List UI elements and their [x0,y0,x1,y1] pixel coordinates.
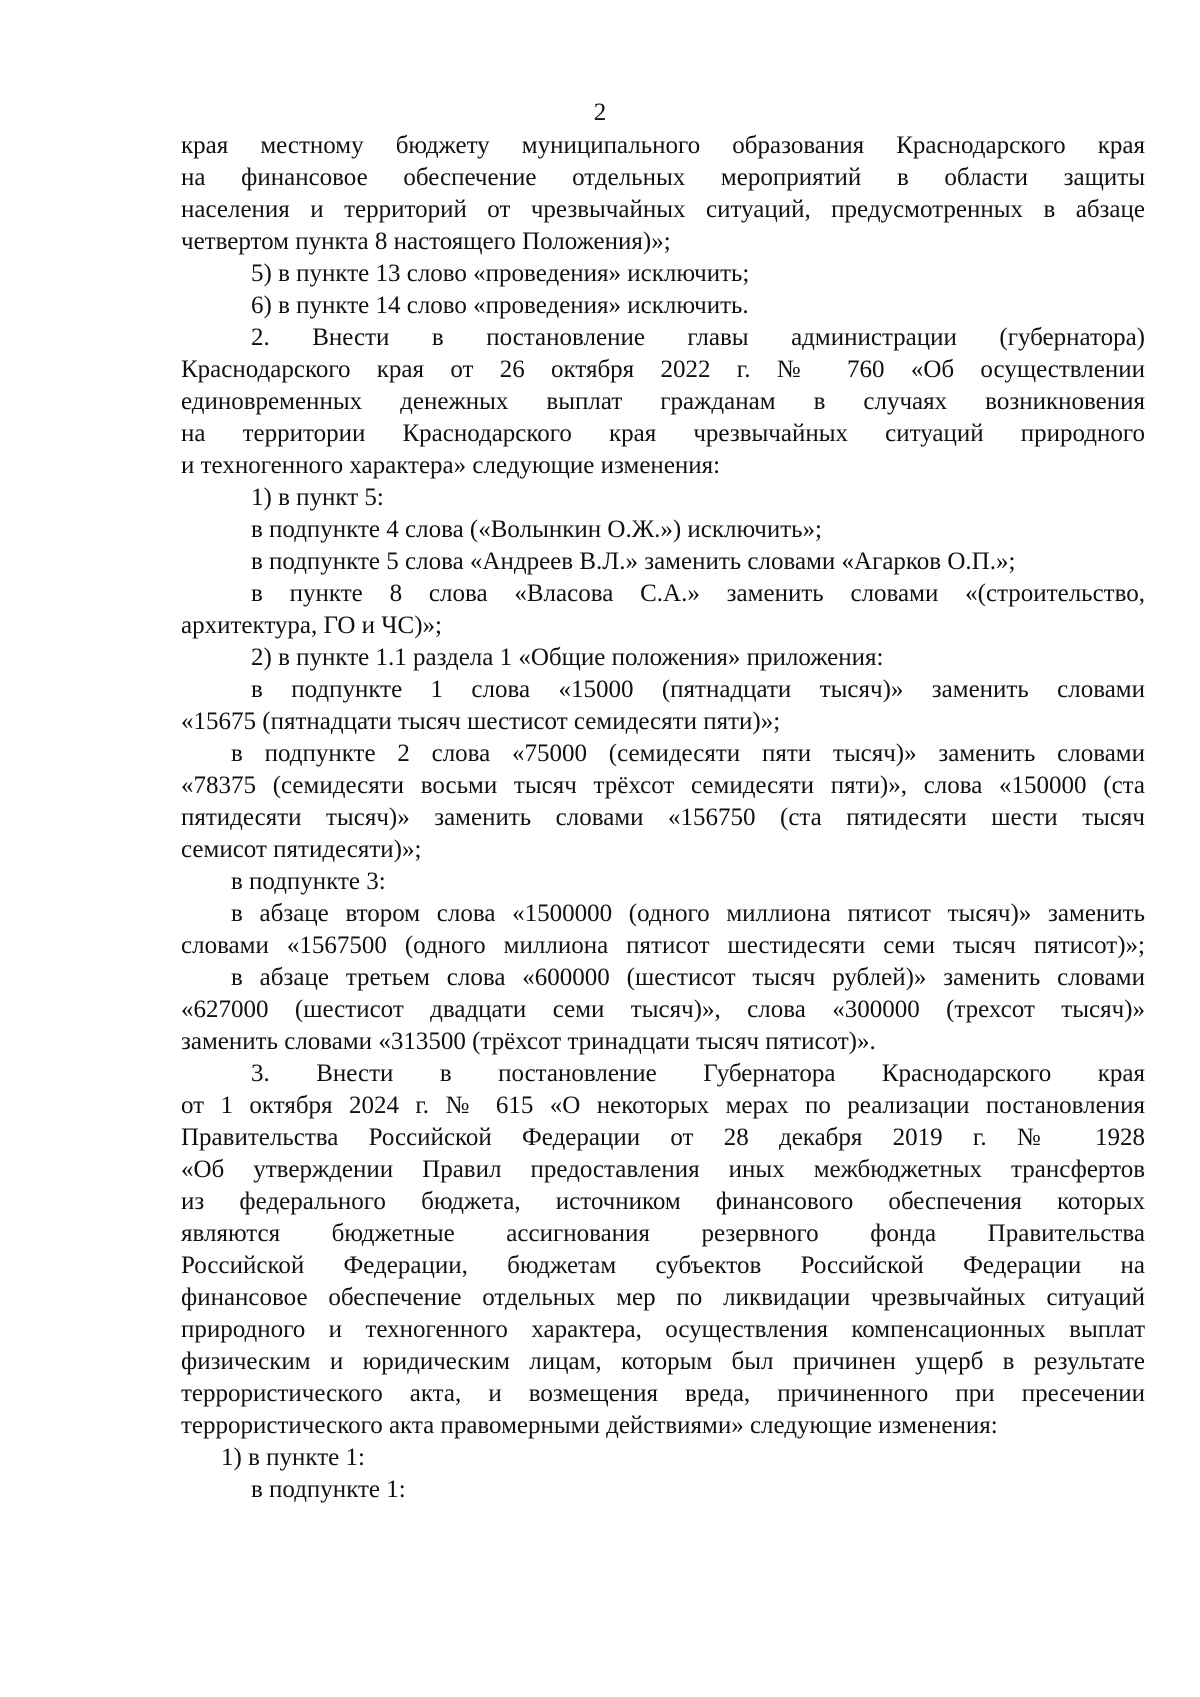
text-line: финансовое обеспечение отдельных мер по ликвидации чрезвычайных ситуаций [181,1284,1145,1311]
text-line: «627000 (шестисот двадцати семи тысяч)», слова «300000 (трехсот тысяч)» [181,996,1145,1023]
text-line: единовременных денежных выплат гражданам в случаях возникновения [181,388,1145,415]
text-line: «Об утверждении Правил предоставления иных межбюджетных трансфертов [181,1156,1145,1183]
text-line: Российской Федерации, бюджетам субъектов Российской Федерации на [181,1252,1145,1279]
text-line: четвертом пункта 8 настоящего Положения)»; [181,228,671,255]
text-line: семисот пятидесяти)»; [181,836,422,863]
text-line: физическим и юридическим лицам, которым был причинен ущерб в результате [181,1348,1145,1375]
text-line: на финансовое обеспечение отдельных мероприятий в области защиты [181,164,1145,191]
text-line: 5) в пункте 13 слово «проведения» исключить; [251,260,750,287]
text-line: населения и территорий от чрезвычайных ситуаций, предусмотренных в абзаце [181,196,1145,223]
text-line: «78375 (семидесяти восьми тысяч трёхсот семидесяти пяти)», слова «150000 (ста [181,772,1145,799]
text-line: 2. Внести в постановление главы администрации (губернатора) [251,324,1145,351]
text-line: заменить словами «313500 (трёхсот тринадцати тысяч пятисот)». [181,1028,876,1055]
text-line: словами «1567500 (одного миллиона пятисот шестидесяти семи тысяч пятисот)»; [181,932,1145,959]
text-line: 3. Внести в постановление Губернатора Краснодарского края [251,1060,1145,1087]
text-line: в пункте 8 слова «Власова С.А.» заменить словами «(строительство, [251,580,1145,607]
text-line: Правительства Российской Федерации от 28 декабря 2019 г. № 1928 [181,1124,1145,1151]
text-line: Краснодарского края от 26 октября 2022 г. № 760 «Об осуществлении [181,356,1145,383]
text-line: террористического акта правомерными действиями» следующие изменения: [181,1412,998,1439]
text-line: «15675 (пятнадцати тысяч шестисот семидесяти пяти)»; [181,708,781,735]
text-line: из федерального бюджета, источником финансового обеспечения которых [181,1188,1145,1215]
text-line: края местному бюджету муниципального образования Краснодарского края [181,132,1145,159]
text-line: на территории Краснодарского края чрезвычайных ситуаций природного [181,420,1145,447]
text-line: природного и техногенного характера, осуществления компенсационных выплат [181,1316,1145,1343]
text-line: от 1 октября 2024 г. № 615 «О некоторых мерах по реализации постановления [181,1092,1145,1119]
text-line: в подпункте 3: [231,868,386,895]
page-number: 2 [593,99,607,126]
text-line: 1) в пункт 5: [251,484,384,511]
text-line: являются бюджетные ассигнования резервного фонда Правительства [181,1220,1145,1247]
text-line: 6) в пункте 14 слово «проведения» исключить. [251,292,749,319]
document-body [181,130,1145,1506]
text-line: 1) в пункте 1: [221,1444,365,1471]
text-line: в подпункте 5 слова «Андреев В.Л.» заменить словами «Агарков О.П.»; [251,548,1016,575]
text-line: и техногенного характера» следующие изменения: [181,452,721,479]
text-line: в абзаце втором слова «1500000 (одного миллиона пятисот тысяч)» заменить [231,900,1145,927]
text-line: 2) в пункте 1.1 раздела 1 «Общие положения» приложения: [251,644,884,671]
text-line: террористического акта, и возмещения вреда, причиненного при пресечении [181,1380,1145,1407]
text-line: в подпункте 1 слова «15000 (пятнадцати тысяч)» заменить словами [251,676,1145,703]
text-line: в подпункте 1: [251,1476,406,1503]
text-line: архитектура, ГО и ЧС)»; [181,612,442,639]
text-line: в подпункте 2 слова «75000 (семидесяти пяти тысяч)» заменить словами [231,740,1145,767]
text-line: в подпункте 4 слова («Волынкин О.Ж.») исключить»; [251,516,822,543]
text-line: пятидесяти тысяч)» заменить словами «156750 (ста пятидесяти шести тысяч [181,804,1145,831]
text-line: в абзаце третьем слова «600000 (шестисот тысяч рублей)» заменить словами [231,964,1145,991]
